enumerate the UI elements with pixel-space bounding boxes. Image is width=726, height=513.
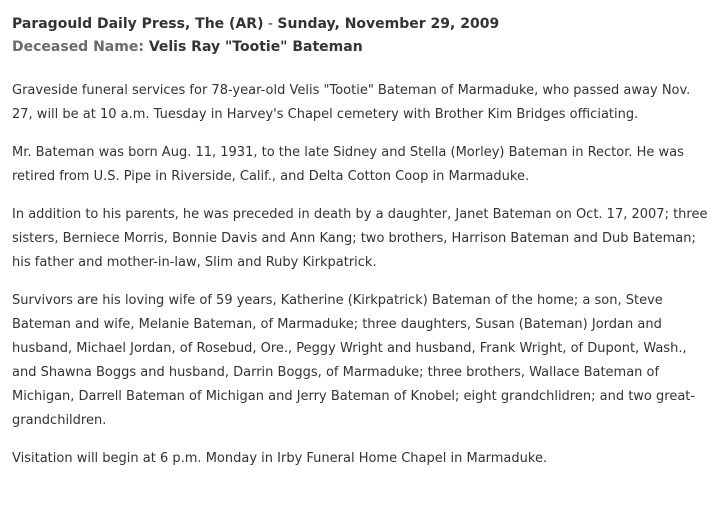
deceased-name-label: Deceased Name: [12,39,144,55]
obituary-paragraph-survivors: Survivors are his loving wife of 59 years, Katherine (Kirkpatrick) Bateman of the home; a son, Steve Bateman and wife, Melanie Bateman, of Marmaduke; three daughters, Susan (Bateman) Jordan and husband, Michael Jordan, of Rosebud, Ore., Peggy Wright and husband, Frank Wright, of Dupont, Wash., and Shawna Boggs and husband, Darrin Boggs, of Marmaduke; three brothers, Wallace Bateman of Michigan, Darrell Bateman of Michigan and Jerry Bateman of Knobel; eight grandchlidren; and two great-grandchildren. [12,293,696,428]
publication-header [12,14,714,34]
obituary-paragraph-services: Graveside funeral services for 78-year-old Velis "Tootie" Bateman of Marmaduke, who passed away Nov. 27, will be at 10 a.m. Tuesday in Harvey's Chapel cemetery with Brother Kim Bridges officiating. [12,83,691,122]
header-separator: - [263,16,278,32]
publication-date: Sunday, November 29, 2009 [277,16,500,32]
deceased-name-row [12,37,714,57]
obituary-paragraph-visitation: Visitation will begin at 6 p.m. Monday in Irby Funeral Home Chapel in Marmaduke. [12,451,548,466]
obituary-paragraph-preceded: In addition to his parents, he was preceded in death by a daughter, Janet Bateman on Oct. 17, 2007; three sisters, Berniece Morris, Bonnie Davis and Ann Kang; two brothers, Harrison Bateman and Dub Bateman; his father and mother-in-law, Slim and Ruby Kirkpatrick. [12,207,708,270]
obituary-body [12,79,714,471]
obituary-paragraph-biography: Mr. Bateman was born Aug. 11, 1931, to the late Sidney and Stella (Morley) Bateman in Rector. He was retired from U.S. Pipe in Riverside, Calif., and Delta Cotton Coop in Marmaduke. [12,145,684,184]
publication-name: Paragould Daily Press, The (AR) [12,16,264,32]
deceased-name-value: Velis Ray "Tootie" Bateman [148,39,363,55]
